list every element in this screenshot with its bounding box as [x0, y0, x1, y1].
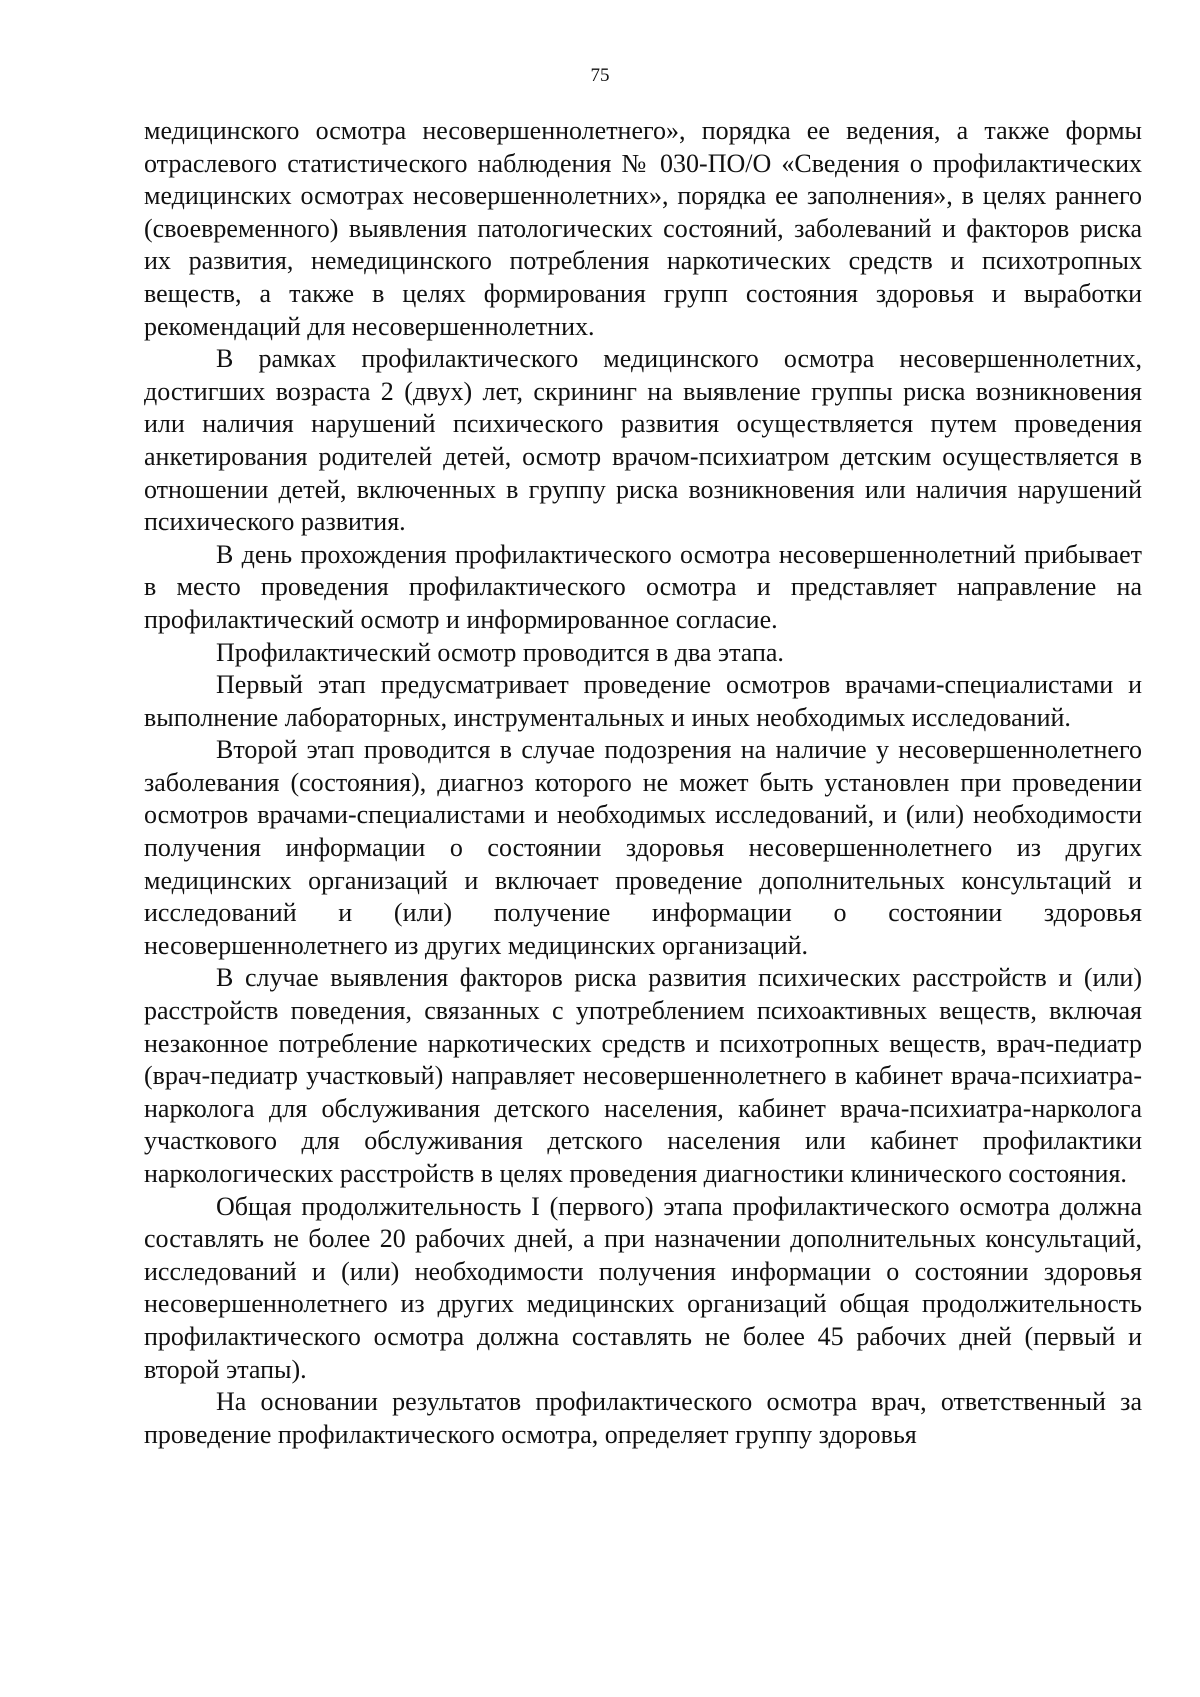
paragraph-two-stages: Профилактический осмотр проводится в два этапа.	[216, 637, 784, 667]
page-number: 75	[590, 65, 610, 86]
document-body	[144, 115, 1142, 1451]
paragraph-arrival-day: В день прохождения профилактического осмотра несовершеннолетний прибывает в место проведения профилактического осмотра и представляет направление на профилактический осмотр и информированное согласие.	[144, 539, 1142, 634]
paragraph-second-stage: Второй этап проводится в случае подозрения на наличие у несовершеннолетнего заболевания (состояния), диагноз которого не может быть установлен при проведении осмотров врачами-специалистами и необходимых исследований, и (или) необходимости получения информации о состоянии здоровья несовершеннолетнего из других медицинских организаций и включает проведение дополнительных консультаций и исследований и (или) получение информации о состоянии здоровья несовершеннолетнего из других медицинских организаций.	[144, 735, 1142, 960]
paragraph-screening-age-2: В рамках профилактического медицинского осмотра несовершеннолетних, достигших возраста 2 (двух) лет, скрининг на выявление группы риска возникновения или наличия нарушений психического развития осуществляется путем проведения анкетирования родителей детей, осмотр врачом-психиатром детским осуществляется в отношении детей, включенных в группу риска возникновения или наличия нарушений психического развития.	[144, 344, 1142, 537]
paragraph-first-stage: Первый этап предусматривает проведение осмотров врачами-специалистами и выполнение лабораторных, инструментальных и иных необходимых исследований.	[144, 670, 1142, 732]
paragraph-duration: Общая продолжительность I (первого) этапа профилактического осмотра должна составлять не более 20 рабочих дней, а при назначении дополнительных консультаций, исследований и (или) необходимости получения информации о состоянии здоровья несовершеннолетнего из других медицинских организаций общая продолжительность профилактического осмотра должна составлять не более 45 рабочих дней (первый и второй этапы).	[144, 1191, 1142, 1384]
paragraph-risk-factors: В случае выявления факторов риска развития психических расстройств и (или) расстройств поведения, связанных с употреблением психоактивных веществ, включая незаконное потребление наркотических средств и психотропных веществ, врач-педиатр (врач-педиатр участковый) направляет несовершеннолетнего в кабинет врача-психиатра-нарколога для обслуживания детского населения, кабинет врача-психиатра-нарколога участкового для обслуживания детского населения или кабинет профилактики наркологических расстройств в целях проведения диагностики клинического состояния.	[144, 963, 1142, 1188]
paragraph-health-group: На основании результатов профилактического осмотра врач, ответственный за проведение профилактического осмотра, определяет группу здоровья	[144, 1387, 1142, 1449]
paragraph-continuation: медицинского осмотра несовершеннолетнего», порядка ее ведения, а также формы отраслевого статистического наблюдения № 030-ПО/О «Сведения о профилактических медицинских осмотрах несовершеннолетних», порядка ее заполнения», в целях раннего (своевременного) выявления патологических состояний, заболеваний и факторов риска их развития, немедицинского потребления наркотических средств и психотропных веществ, а также в целях формирования групп состояния здоровья и выработки рекомендаций для несовершеннолетних.	[144, 116, 1142, 341]
